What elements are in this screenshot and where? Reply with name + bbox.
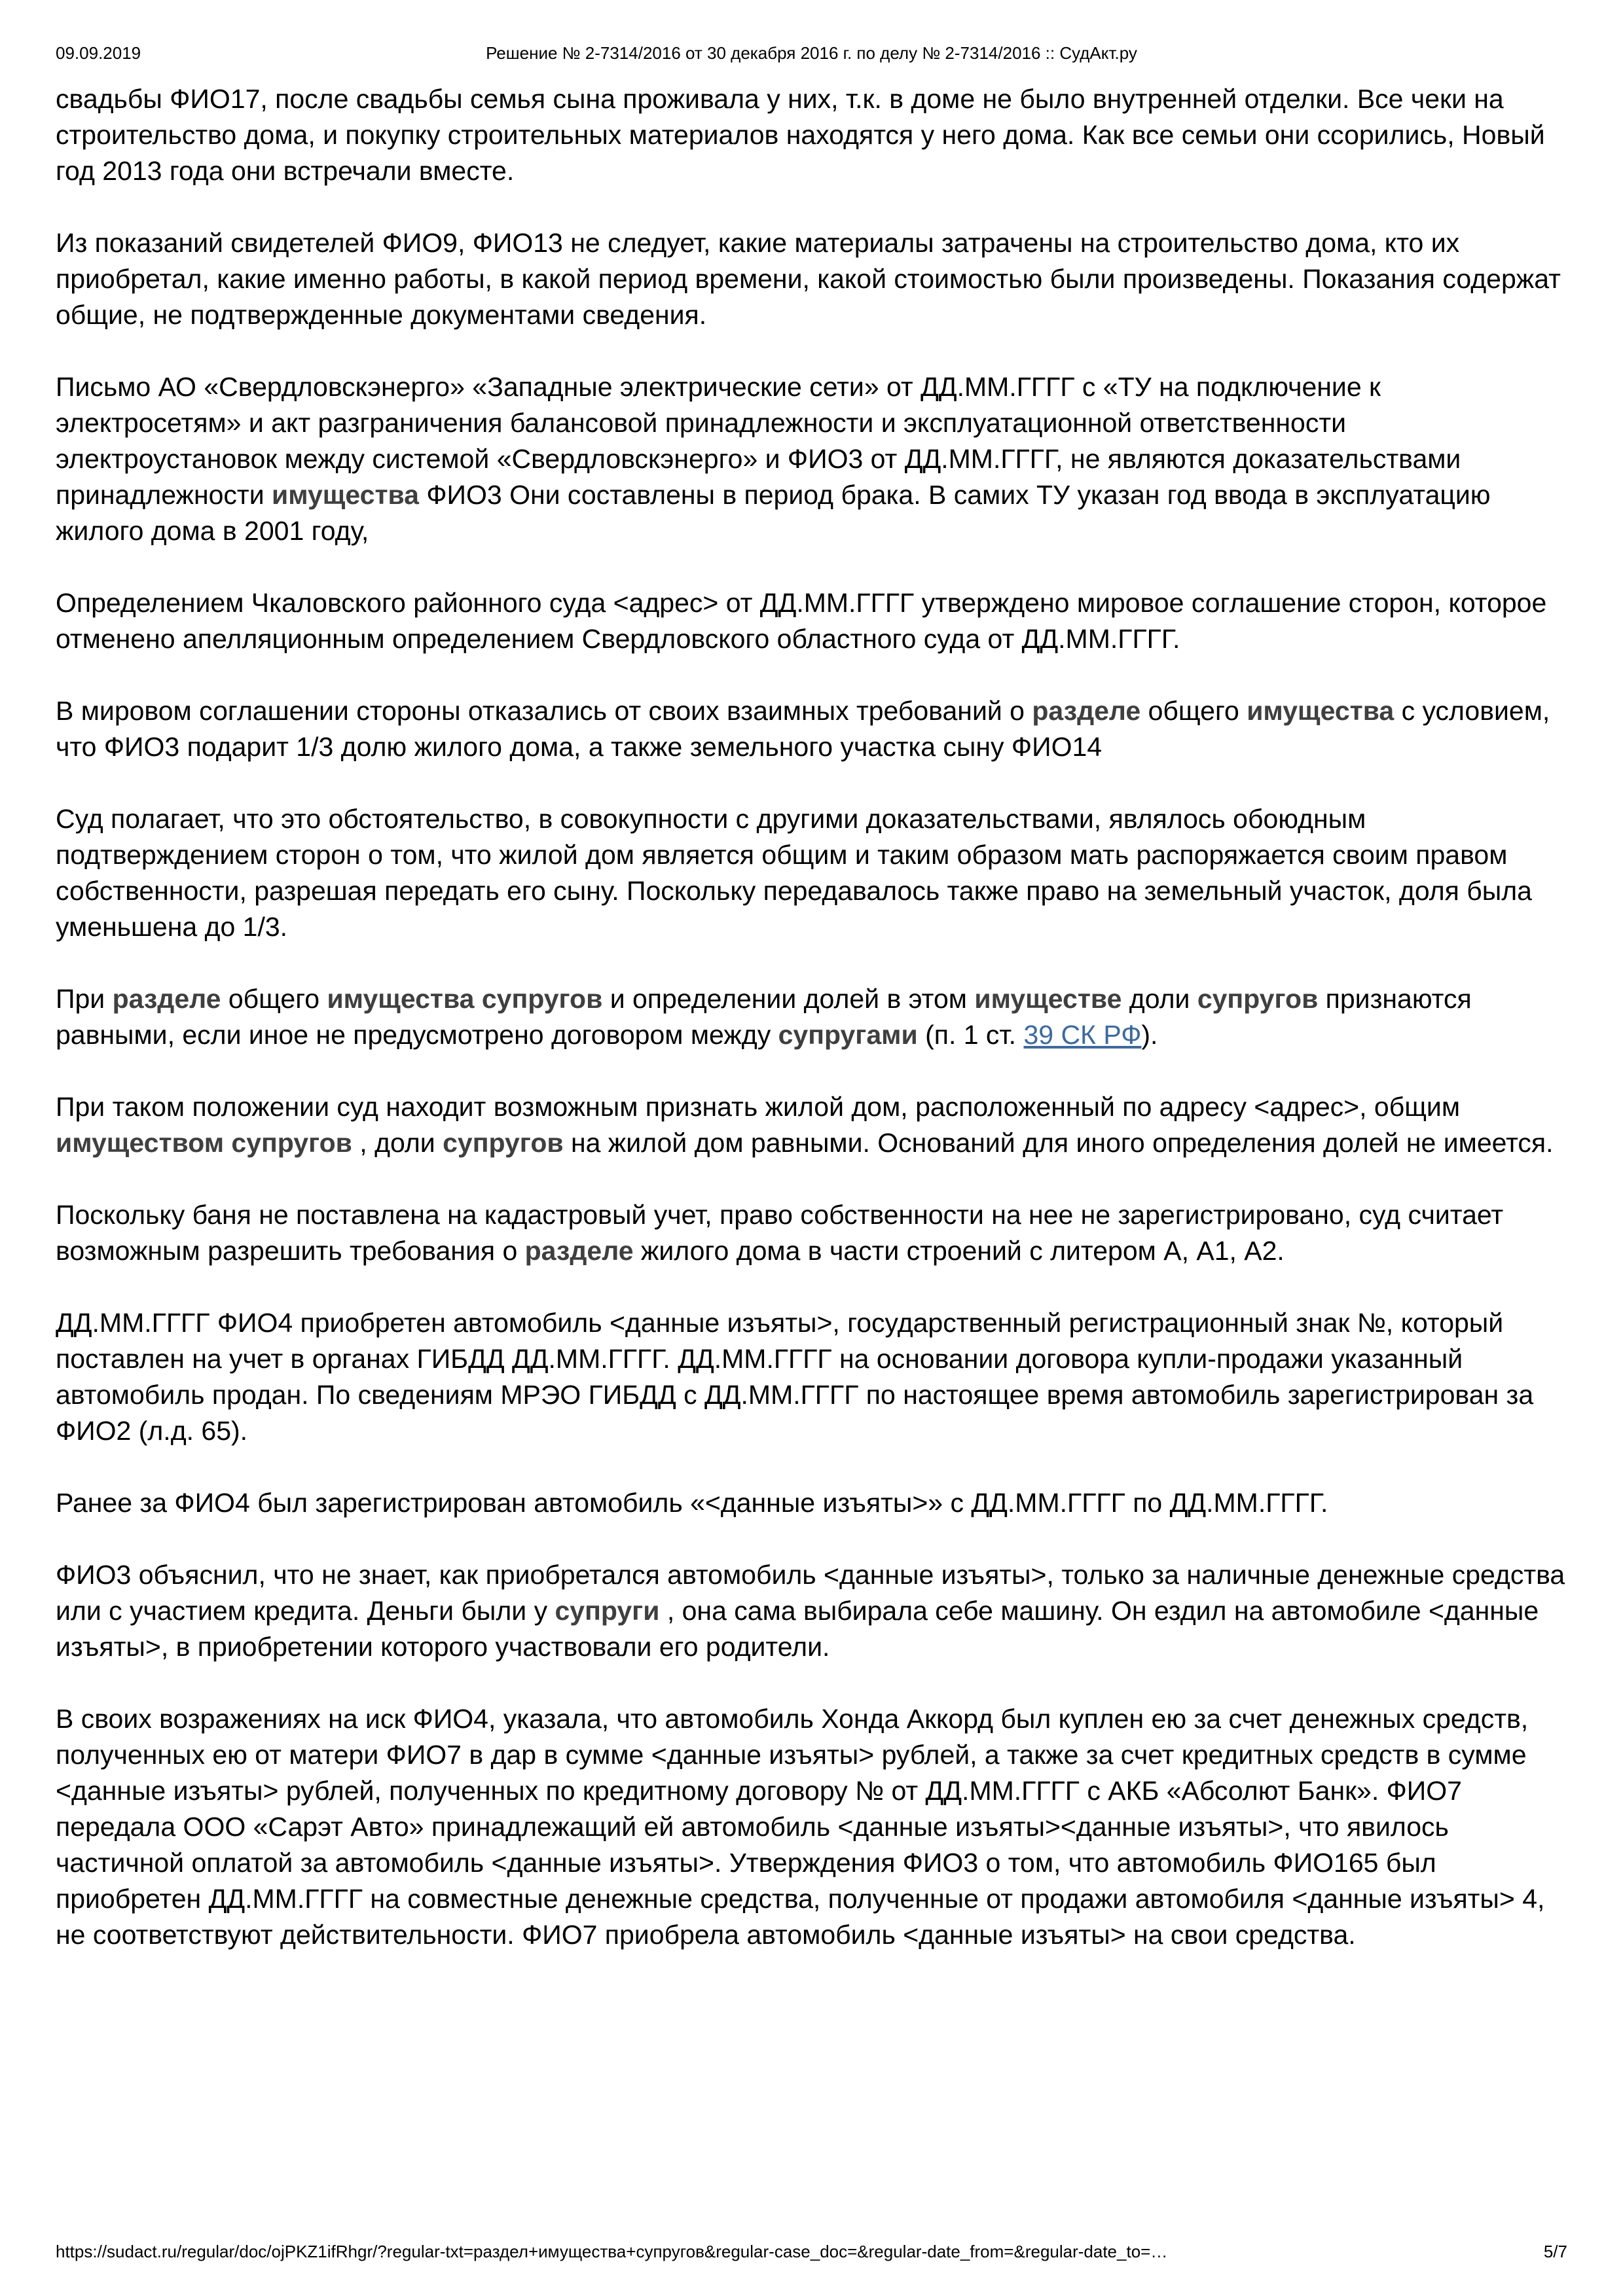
footer-url: https://sudact.ru/regular/doc/ojPKZ1ifRhgr/?regular-txt=раздел+имущества+супругов&regular-case_doc=&regular-date_from=&regular-date_to=… [56,2242,1168,2261]
document-body [56,81,1568,1989]
text-run: свадьбы ФИО17, после свадьбы семья сына проживала у них, т.к. в доме не было внутренней отделки. Все чеки на строительство дома, и покупку строительных материалов находятся у него дома. Как все семьи они ссорились, Новый год 2013 года они встречали вместе. [56,84,1545,186]
text-run: ). [1141,1020,1158,1050]
highlighted-search-term: имуществе [974,984,1122,1014]
paragraph [56,1089,1568,1161]
print-header [56,42,1567,64]
text-run: доли [1122,984,1197,1014]
highlighted-search-term: супругов [443,1128,564,1158]
paragraph [56,81,1568,189]
text-run: Из показаний свидетелей ФИО9, ФИО13 не следует, какие материалы затрачены на строительство дома, кто их приобретал, какие именно работы, в какой период времени, какой стоимостью были произведены. Показания содержат общие, не подтвержденные документами сведения. [56,228,1561,330]
text-run: В мировом соглашении стороны отказались от своих взаимных требований о [56,696,1032,726]
page-title: Решение № 2-7314/2016 от 30 декабря 2016 г. по делу № 2-7314/2016 :: СудАкт.ру [486,43,1137,63]
paragraph [56,585,1568,657]
paragraph [56,1197,1568,1269]
text-run: на жилой дом равными. Оснований для иного определения долей не имеется. [563,1128,1554,1158]
highlighted-search-term: разделе [112,984,221,1014]
text-run: Поскольку баня не поставлена на кадастровый учет, право собственности на нее не зарегистрировано, суд считает возможным разрешить требования о [56,1200,1504,1266]
text-run: ФИО3 объяснил, что не знает, как приобретался автомобиль <данные изъяты>, только за наличные денежные средства или с участием кредита. Деньги были у [56,1560,1565,1626]
footer-page-indicator: 5/7 [1543,2242,1567,2261]
text-run: В своих возражениях на иск ФИО4, указала, что автомобиль Хонда Аккорд был куплен ею за счет денежных средств, полученных ею от матери ФИО7 в дар в сумме <данные изъяты> рублей, а также за счет кредитных средств в сумме <данные изъяты> рублей, полученных по кредитному договору № от ДД.ММ.ГГГГ с АКБ «Абсолют Банк». ФИО7 передала ООО «Сарэт Авто» принадлежащий ей автомобиль <данные изъяты><данные изъяты>, что явилось частичной оплатой за автомобиль <данные изъяты>. Утверждения ФИО3 о том, что автомобиль ФИО165 был приобретен ДД.ММ.ГГГГ на совместные денежные средства, полученные от продажи автомобиля <данные изъяты> 4, не соответствуют действительности. ФИО7 приобрела автомобиль <данные изъяты> на свои средства. [56,1704,1545,1950]
text-run: Письмо АО «Свердловскэнерго» «Западные электрические сети» от ДД.ММ.ГГГГ с «ТУ на подключение к электросетям» и акт разграничения балансовой принадлежности и эксплуатационной ответственности электроустановок между системой «Свердловскэнерго» и ФИО3 от ДД.ММ.ГГГГ, не являются доказательствами принадлежности [56,372,1461,510]
law-article-link[interactable]: 39 СК РФ [1023,1020,1142,1050]
paragraph [56,1485,1568,1521]
text-run: При таком положении суд находит возможным признать жилой дом, расположенный по адресу <адрес>, общим [56,1092,1461,1122]
highlighted-search-term: супругами [778,1020,918,1050]
paragraph [56,693,1568,765]
text-run: При [56,984,113,1014]
print-footer [56,2241,1567,2262]
highlighted-search-term: имущества [1247,696,1395,726]
highlighted-search-term: разделе [1032,696,1141,726]
paragraph [56,1701,1568,1953]
paragraph [56,1557,1568,1665]
text-run: жилого дома в части строений с литером А, А1, А2. [633,1236,1285,1266]
highlighted-search-term: супругов [1197,984,1319,1014]
paragraph [56,369,1568,549]
text-run: Суд полагает, что это обстоятельство, в совокупности с другими доказательствами, являлось обоюдным подтверждением сторон о том, что жилой дом является общим и таким образом мать распоряжается своим правом собственности, разрешая передать его сыну. Поскольку передавалось также право на земельный участок, доля была уменьшена до 1/3. [56,804,1532,942]
paragraph [56,801,1568,945]
paragraph [56,225,1568,333]
text-run: Ранее за ФИО4 был зарегистрирован автомобиль «<данные изъяты>» с ДД.ММ.ГГГГ по ДД.ММ.ГГГГ. [56,1488,1328,1518]
highlighted-search-term: имущества супругов [327,984,603,1014]
header-date: 09.09.2019 [56,43,141,63]
text-run: , она сама выбирала себе машину. Он ездил на автомобиле <данные изъяты>, в приобретении которого участвовали его родители. [56,1596,1539,1662]
text-run: , доли [352,1128,443,1158]
highlighted-search-term: имуществом супругов [56,1128,352,1158]
text-run: ДД.ММ.ГГГГ ФИО4 приобретен автомобиль <данные изъяты>, государственный регистрационный знак №, который поставлен на учет в органах ГИБДД ДД.ММ.ГГГГ. ДД.ММ.ГГГГ на основании договора купли-продажи указанный автомобиль продан. По сведениям МРЭО ГИБДД с ДД.ММ.ГГГГ по настоящее время автомобиль зарегистрирован за ФИО2 (л.д. 65). [56,1308,1534,1446]
text-run: ФИО3 Они составлены в период брака. В самих ТУ указан год ввода в эксплуатацию жилого дома в 2001 году, [56,480,1491,546]
highlighted-search-term: разделе [524,1236,634,1266]
text-run: с условием, что ФИО3 подарит 1/3 долю жилого дома, а также земельного участка сыну ФИО14 [56,696,1550,762]
paragraph [56,1305,1568,1449]
highlighted-search-term: супруги [555,1596,660,1626]
text-run: общего [221,984,327,1014]
text-run: общего [1140,696,1247,726]
text-run: и определении долей в этом [602,984,975,1014]
highlighted-search-term: имущества [271,480,419,510]
text-run: признаются равными, если иное не предусмотрено договором между [56,984,1472,1050]
text-run: Определением Чкаловского районного суда <адрес> от ДД.ММ.ГГГГ утверждено мировое соглашение сторон, которое отменено апелляционным определением Свердловского областного суда от ДД.ММ.ГГГГ. [56,588,1547,654]
text-run: (п. 1 ст. [917,1020,1024,1050]
paragraph [56,981,1568,1053]
